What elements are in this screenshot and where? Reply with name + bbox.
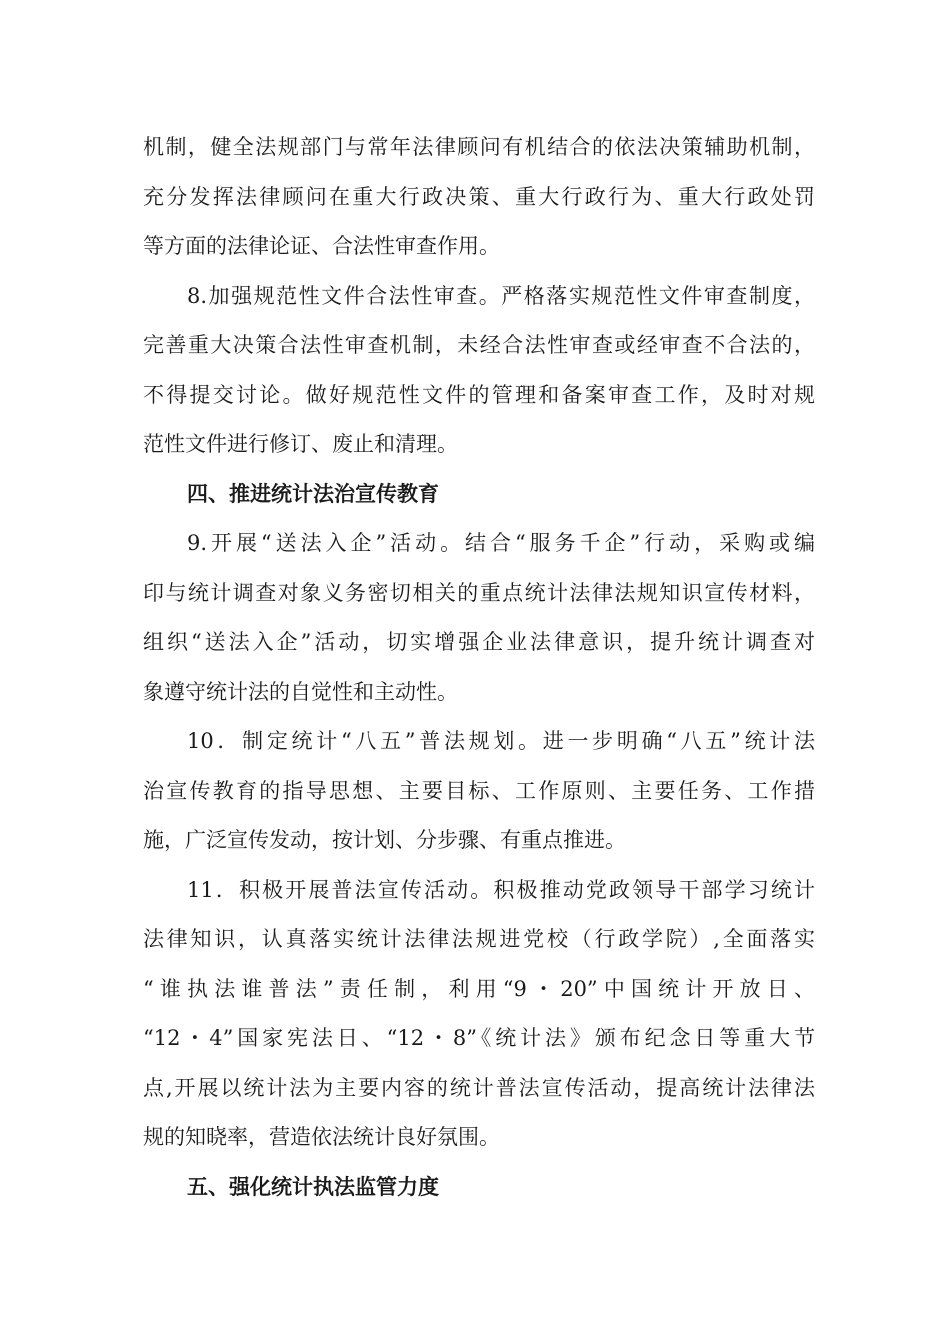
paragraph-line: 充分发挥法律顾问在重大行政决策、重大行政行为、重大行政处罚 [143,184,815,209]
paragraph-line: 9.开展“送法入企”活动。结合“服务千企”行动，采购或编 [187,531,815,555]
paragraph-line: 组织“送法入企”活动，切实增强企业法律意识，提升统计调查对 [143,630,815,654]
paragraph-line: 等方面的法律论证、合法性审查作用。 [143,234,500,258]
paragraph-line: 机制，健全法规部门与常年法律顾问有机结合的依法决策辅助机制， [143,135,815,159]
paragraph-line: 不得提交讨论。做好规范性文件的管理和备案审查工作，及时对规 [143,382,815,407]
paragraph-line: “谁执法谁普法”责任制，利用“9・20”中国统计开放日、 [143,976,815,1001]
paragraph-line: “12・4”国家宪法日、“12・8”《统计法》颁布纪念日等重大节 [143,1026,815,1050]
paragraph-line: 完善重大决策合法性审查机制，未经合法性审查或经审查不合法的， [143,333,815,357]
paragraph-line: 规的知晓率，营造依法统计良好氛围。 [143,1125,500,1149]
paragraph-line: 11．积极开展普法宣传活动。积极推动党政领导干部学习统计 [187,877,815,902]
paragraph-line: 10．制定统计“八五”普法规划。进一步明确“八五”统计法 [187,729,815,753]
paragraph-line: 8.加强规范性文件合法性审查。严格落实规范性文件审查制度， [187,283,815,308]
paragraph-line: 治宣传教育的指导思想、主要目标、工作原则、主要任务、工作措 [143,778,815,803]
paragraph-line: 范性文件进行修订、废止和清理。 [143,432,458,456]
paragraph-line: 施，广泛宣传发动，按计划、分步骤、有重点推进。 [143,828,626,852]
document-body [143,123,815,1212]
paragraph-line: 印与统计调查对象义务密切相关的重点统计法律法规知识宣传材料， [143,580,815,605]
section-heading: 四、推进统计法治宣传教育 [187,481,439,506]
paragraph-line: 法律知识，认真落实统计法律法规进党校（行政学院）,全面落实 [143,927,815,951]
paragraph-line: 点,开展以统计法为主要内容的统计普法宣传活动，提高统计法律法 [143,1075,815,1100]
section-heading: 五、强化统计执法监管力度 [187,1174,439,1199]
paragraph-line: 象遵守统计法的自觉性和主动性。 [143,679,458,704]
